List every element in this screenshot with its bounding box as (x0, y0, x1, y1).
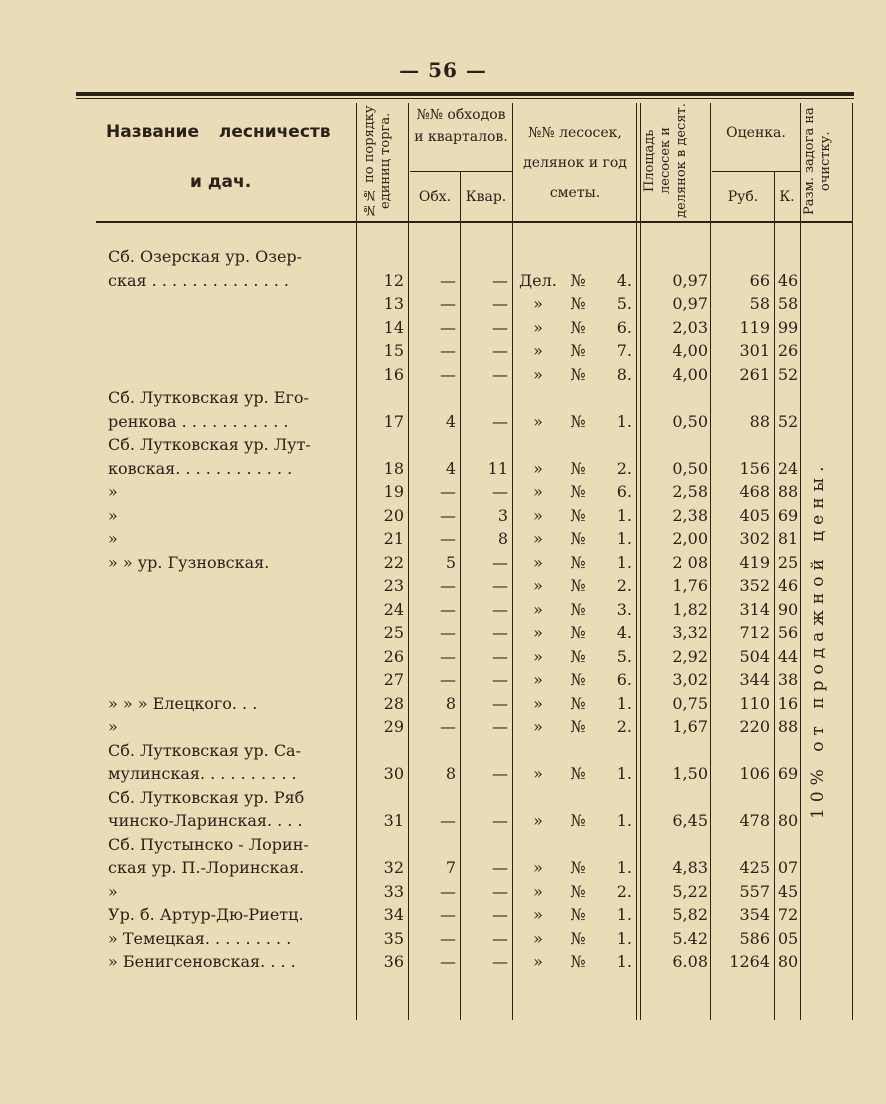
row-20-n: 2. (616, 717, 632, 736)
row-24-area: 6,45 (672, 811, 708, 830)
row-28-sign: № (570, 905, 586, 924)
row-27-sign: № (570, 882, 586, 901)
row-16-n: 4. (616, 623, 632, 642)
row-9-kop: 24 (777, 459, 799, 478)
row-16-kvar: — (492, 623, 508, 642)
row-30-num: 36 (383, 952, 404, 971)
header-lesoseka-line2: делянок и год (523, 155, 627, 171)
header-name-line2: и дач. (190, 172, 252, 192)
header-name-line1: Название лесничеств (106, 122, 331, 142)
row-5-kvar: — (492, 365, 508, 384)
row-29-obh: — (440, 929, 456, 948)
row-7-num: 17 (383, 412, 404, 431)
row-9-sign: № (570, 459, 586, 478)
row-28-name: Ур. б. Артур-Дю-Риетц. (108, 905, 304, 924)
row-21-name: Сб. Лутковская ур. Са- (108, 741, 301, 760)
row-28-obh: — (440, 905, 456, 924)
row-2-del: » (533, 294, 543, 313)
row-26-area: 4,83 (672, 858, 708, 877)
row-19-kop: 16 (777, 694, 799, 713)
row-12-area: 2,00 (672, 529, 708, 548)
row-5-sign: № (570, 365, 586, 384)
row-26-kop: 07 (777, 858, 799, 877)
row-22-name: мулинская. . . . . . . . . . (108, 764, 297, 783)
row-24-num: 31 (383, 811, 404, 830)
row-12-del: » (533, 529, 543, 548)
col-divider-3 (460, 171, 461, 1020)
row-5-num: 16 (383, 365, 404, 384)
row-27-rub: 557 (739, 882, 770, 901)
row-1-num: 12 (383, 271, 404, 290)
row-1-name: ская . . . . . . . . . . . . . . (108, 271, 289, 290)
row-17-rub: 504 (739, 647, 770, 666)
row-17-sign: № (570, 647, 586, 666)
col-divider-7 (774, 171, 775, 1020)
row-22-sign: № (570, 764, 586, 783)
header-bottom-rule (96, 221, 852, 223)
row-14-kop: 46 (777, 576, 799, 595)
row-27-num: 33 (383, 882, 404, 901)
row-15-sign: № (570, 600, 586, 619)
row-22-del: » (533, 764, 543, 783)
header-kvar: Квар. (465, 189, 507, 205)
row-24-name: чинско-Ларинская. . . . (108, 811, 303, 830)
row-11-kop: 69 (777, 506, 799, 525)
row-20-num: 29 (383, 717, 404, 736)
row-28-num: 34 (383, 905, 404, 924)
row-9-area: 0,50 (672, 459, 708, 478)
row-11-kvar: 3 (497, 506, 508, 525)
row-15-del: » (533, 600, 543, 619)
row-17-kvar: — (492, 647, 508, 666)
row-18-sign: № (570, 670, 586, 689)
row-10-num: 19 (383, 482, 404, 501)
row-18-kvar: — (492, 670, 508, 689)
row-30-sign: № (570, 952, 586, 971)
row-29-sign: № (570, 929, 586, 948)
row-2-kop: 58 (777, 294, 799, 313)
row-14-n: 2. (616, 576, 632, 595)
header-lesoseka-line3: сметы. (549, 185, 601, 201)
row-7-del: » (533, 412, 543, 431)
row-12-num: 21 (383, 529, 404, 548)
row-5-n: 8. (616, 365, 632, 384)
row-20-rub: 220 (739, 717, 770, 736)
col-divider-8 (800, 103, 801, 1020)
row-17-area: 2,92 (672, 647, 708, 666)
header-lesoseka-line1: №№ лесосек, (528, 125, 622, 141)
row-7-sign: № (570, 412, 586, 431)
row-4-rub: 301 (739, 341, 770, 360)
header-obh: Обх. (418, 189, 452, 205)
row-30-kop: 80 (777, 952, 799, 971)
header-kop: К. (779, 189, 795, 205)
row-7-kop: 52 (777, 412, 799, 431)
header-rub: Руб. (727, 189, 759, 205)
row-13-sign: № (570, 553, 586, 572)
row-11-rub: 405 (739, 506, 770, 525)
row-1-sign: № (570, 271, 586, 290)
top-rule (76, 92, 854, 96)
row-14-kvar: — (492, 576, 508, 595)
row-27-area: 5,22 (672, 882, 708, 901)
row-22-rub: 106 (739, 764, 770, 783)
row-24-rub: 478 (739, 811, 770, 830)
row-3-sign: № (570, 318, 586, 337)
row-16-num: 25 (383, 623, 404, 642)
row-27-n: 2. (616, 882, 632, 901)
row-18-area: 3,02 (672, 670, 708, 689)
row-10-n: 6. (616, 482, 632, 501)
row-3-area: 2,03 (672, 318, 708, 337)
row-12-n: 1. (616, 529, 632, 548)
row-2-area: 0,97 (672, 294, 708, 313)
row-28-n: 1. (616, 905, 632, 924)
row-24-sign: № (570, 811, 586, 830)
row-23-name: Сб. Лутковская ур. Ряб (108, 788, 305, 807)
row-20-kop: 88 (777, 717, 799, 736)
row-3-kop: 99 (777, 318, 799, 337)
side-note-deposit: 10% от продажной цены. (808, 460, 828, 820)
header-zalog: Разм. задога на очистку. (802, 107, 833, 215)
row-15-kop: 90 (777, 600, 799, 619)
row-13-n: 1. (616, 553, 632, 572)
row-3-rub: 119 (739, 318, 770, 337)
row-28-kvar: — (492, 905, 508, 924)
row-18-kop: 38 (777, 670, 799, 689)
row-28-rub: 354 (739, 905, 770, 924)
row-12-rub: 302 (739, 529, 770, 548)
row-14-obh: — (440, 576, 456, 595)
row-17-obh: — (440, 647, 456, 666)
row-1-area: 0,97 (672, 271, 708, 290)
row-5-area: 4,00 (672, 365, 708, 384)
row-4-kvar: — (492, 341, 508, 360)
row-19-sign: № (570, 694, 586, 713)
row-14-num: 23 (383, 576, 404, 595)
row-3-n: 6. (616, 318, 632, 337)
row-13-kvar: — (492, 553, 508, 572)
row-12-sign: № (570, 529, 586, 548)
row-16-kop: 56 (777, 623, 799, 642)
row-7-obh: 4 (445, 412, 456, 431)
row-18-del: » (533, 670, 543, 689)
row-9-num: 18 (383, 459, 404, 478)
row-8-name: Сб. Лутковская ур. Лут- (108, 435, 311, 454)
row-13-num: 22 (383, 553, 404, 572)
row-10-name: » (108, 482, 118, 501)
row-10-kvar: — (492, 482, 508, 501)
row-7-area: 0,50 (672, 412, 708, 431)
row-27-kop: 45 (777, 882, 799, 901)
row-19-area: 0,75 (672, 694, 708, 713)
header-ocenka: Оценка. (726, 125, 786, 141)
header-order-no: №№ по порядку единиц торга. (362, 105, 393, 217)
row-10-kop: 88 (777, 482, 799, 501)
row-19-n: 1. (616, 694, 632, 713)
row-15-area: 1,82 (672, 600, 708, 619)
row-24-kop: 80 (777, 811, 799, 830)
row-3-kvar: — (492, 318, 508, 337)
row-7-rub: 88 (749, 412, 770, 431)
row-29-kop: 05 (777, 929, 799, 948)
row-15-kvar: — (492, 600, 508, 619)
row-9-del: » (533, 459, 543, 478)
row-2-kvar: — (492, 294, 508, 313)
row-11-n: 1. (616, 506, 632, 525)
row-16-obh: — (440, 623, 456, 642)
row-14-del: » (533, 576, 543, 595)
row-13-name: » » ур. Гузновская. (108, 553, 270, 572)
row-27-kvar: — (492, 882, 508, 901)
row-10-rub: 468 (739, 482, 770, 501)
row-7-n: 1. (616, 412, 632, 431)
row-30-name: » Бенигсеновская. . . . (108, 952, 296, 971)
row-29-name: » Темецкая. . . . . . . . . (108, 929, 292, 948)
row-1-del: Дел. (519, 271, 557, 290)
row-4-area: 4,00 (672, 341, 708, 360)
row-1-obh: — (440, 271, 456, 290)
row-10-area: 2,58 (672, 482, 708, 501)
row-14-area: 1,76 (672, 576, 708, 595)
row-18-obh: — (440, 670, 456, 689)
row-30-rub: 1264 (729, 952, 770, 971)
row-10-sign: № (570, 482, 586, 501)
row-11-obh: — (440, 506, 456, 525)
row-10-del: » (533, 482, 543, 501)
row-7-name: ренкова . . . . . . . . . . . (108, 412, 289, 431)
row-3-obh: — (440, 318, 456, 337)
row-9-kvar: 11 (487, 459, 508, 478)
row-10-obh: — (440, 482, 456, 501)
row-4-kop: 26 (777, 341, 799, 360)
row-29-del: » (533, 929, 543, 948)
col-divider-9 (852, 103, 853, 1020)
row-26-n: 1. (616, 858, 632, 877)
row-25-name: Сб. Пустынско - Лорин- (108, 835, 309, 854)
row-9-name: ковская. . . . . . . . . . . . (108, 459, 293, 478)
row-20-kvar: — (492, 717, 508, 736)
row-30-del: » (533, 952, 543, 971)
row-2-obh: — (440, 294, 456, 313)
row-29-kvar: — (492, 929, 508, 948)
row-0-name: Сб. Озерская ур. Озер- (108, 247, 303, 266)
row-13-obh: 5 (445, 553, 456, 572)
row-9-rub: 156 (739, 459, 770, 478)
row-6-name: Сб. Лутковская ур. Его- (108, 388, 309, 407)
row-24-del: » (533, 811, 543, 830)
row-18-n: 6. (616, 670, 632, 689)
col-divider-5 (636, 103, 637, 1020)
row-26-sign: № (570, 858, 586, 877)
row-26-obh: 7 (445, 858, 456, 877)
row-2-n: 5. (616, 294, 632, 313)
col-divider-4 (512, 103, 513, 1020)
header-area: Площадь лесосек и делянок в десят. (642, 103, 689, 219)
row-13-rub: 419 (739, 553, 770, 572)
row-3-del: » (533, 318, 543, 337)
col-divider-2 (408, 103, 409, 1020)
row-19-rub: 110 (739, 694, 770, 713)
row-16-rub: 712 (739, 623, 770, 642)
row-14-sign: № (570, 576, 586, 595)
header-obhod-group: №№ обходов и кварталов. (414, 107, 508, 145)
row-5-del: » (533, 365, 543, 384)
row-30-n: 1. (616, 952, 632, 971)
row-26-name: ская ур. П.-Лоринская. (108, 858, 305, 877)
row-16-area: 3,32 (672, 623, 708, 642)
row-4-n: 7. (616, 341, 632, 360)
row-4-num: 15 (383, 341, 404, 360)
row-20-obh: — (440, 717, 456, 736)
row-17-num: 26 (383, 647, 404, 666)
row-29-num: 35 (383, 929, 404, 948)
row-26-kvar: — (492, 858, 508, 877)
row-17-del: » (533, 647, 543, 666)
row-16-sign: № (570, 623, 586, 642)
row-2-sign: № (570, 294, 586, 313)
row-20-del: » (533, 717, 543, 736)
row-12-name: » (108, 529, 118, 548)
row-22-kop: 69 (777, 764, 799, 783)
col-divider-1 (356, 103, 357, 1020)
row-24-kvar: — (492, 811, 508, 830)
row-5-kop: 52 (777, 365, 799, 384)
row-12-obh: — (440, 529, 456, 548)
row-28-kop: 72 (777, 905, 799, 924)
row-22-area: 1,50 (672, 764, 708, 783)
row-13-kop: 25 (777, 553, 799, 572)
row-29-rub: 586 (739, 929, 770, 948)
row-27-del: » (533, 882, 543, 901)
row-19-name: » » » Елецкого. . . (108, 694, 258, 713)
row-19-del: » (533, 694, 543, 713)
row-22-num: 30 (383, 764, 404, 783)
row-26-del: » (533, 858, 543, 877)
row-18-num: 27 (383, 670, 404, 689)
row-11-sign: № (570, 506, 586, 525)
row-26-rub: 425 (739, 858, 770, 877)
row-12-kop: 81 (777, 529, 799, 548)
row-13-area: 2 08 (672, 553, 708, 572)
row-1-kop: 46 (777, 271, 799, 290)
row-9-obh: 4 (445, 459, 456, 478)
row-13-del: » (533, 553, 543, 572)
row-1-n: 4. (616, 271, 632, 290)
row-17-kop: 44 (777, 647, 799, 666)
row-11-del: » (533, 506, 543, 525)
row-1-kvar: — (492, 271, 508, 290)
row-11-name: » (108, 506, 118, 525)
row-30-area: 6.08 (672, 952, 708, 971)
row-7-kvar: — (492, 412, 508, 431)
row-4-obh: — (440, 341, 456, 360)
row-15-obh: — (440, 600, 456, 619)
row-22-kvar: — (492, 764, 508, 783)
row-9-n: 2. (616, 459, 632, 478)
row-27-name: » (108, 882, 118, 901)
row-29-n: 1. (616, 929, 632, 948)
col-divider-5b (640, 103, 641, 1020)
row-4-del: » (533, 341, 543, 360)
row-11-num: 20 (383, 506, 404, 525)
row-4-sign: № (570, 341, 586, 360)
row-17-n: 5. (616, 647, 632, 666)
row-19-obh: 8 (445, 694, 456, 713)
row-11-area: 2,38 (672, 506, 708, 525)
row-22-obh: 8 (445, 764, 456, 783)
row-26-num: 32 (383, 858, 404, 877)
row-28-del: » (533, 905, 543, 924)
row-19-kvar: — (492, 694, 508, 713)
row-19-num: 28 (383, 694, 404, 713)
row-1-rub: 66 (749, 271, 770, 290)
row-5-obh: — (440, 365, 456, 384)
row-15-n: 3. (616, 600, 632, 619)
row-18-rub: 344 (739, 670, 770, 689)
row-12-kvar: 8 (497, 529, 508, 548)
row-20-area: 1,67 (672, 717, 708, 736)
row-29-area: 5.42 (672, 929, 708, 948)
header-subrule-ocenka (712, 171, 800, 172)
row-22-n: 1. (616, 764, 632, 783)
row-16-del: » (533, 623, 543, 642)
page-number: — 56 — (399, 58, 487, 82)
row-24-n: 1. (616, 811, 632, 830)
row-3-num: 14 (383, 318, 404, 337)
row-2-rub: 58 (749, 294, 770, 313)
row-15-rub: 314 (739, 600, 770, 619)
row-27-obh: — (440, 882, 456, 901)
row-20-name: » (108, 717, 118, 736)
header-subrule-obhod (410, 171, 512, 172)
row-24-obh: — (440, 811, 456, 830)
row-20-sign: № (570, 717, 586, 736)
row-15-num: 24 (383, 600, 404, 619)
top-rule-thin (76, 98, 854, 99)
row-2-num: 13 (383, 294, 404, 313)
row-14-rub: 352 (739, 576, 770, 595)
row-30-kvar: — (492, 952, 508, 971)
row-5-rub: 261 (739, 365, 770, 384)
row-30-obh: — (440, 952, 456, 971)
row-28-area: 5,82 (672, 905, 708, 924)
col-divider-6 (710, 103, 711, 1020)
